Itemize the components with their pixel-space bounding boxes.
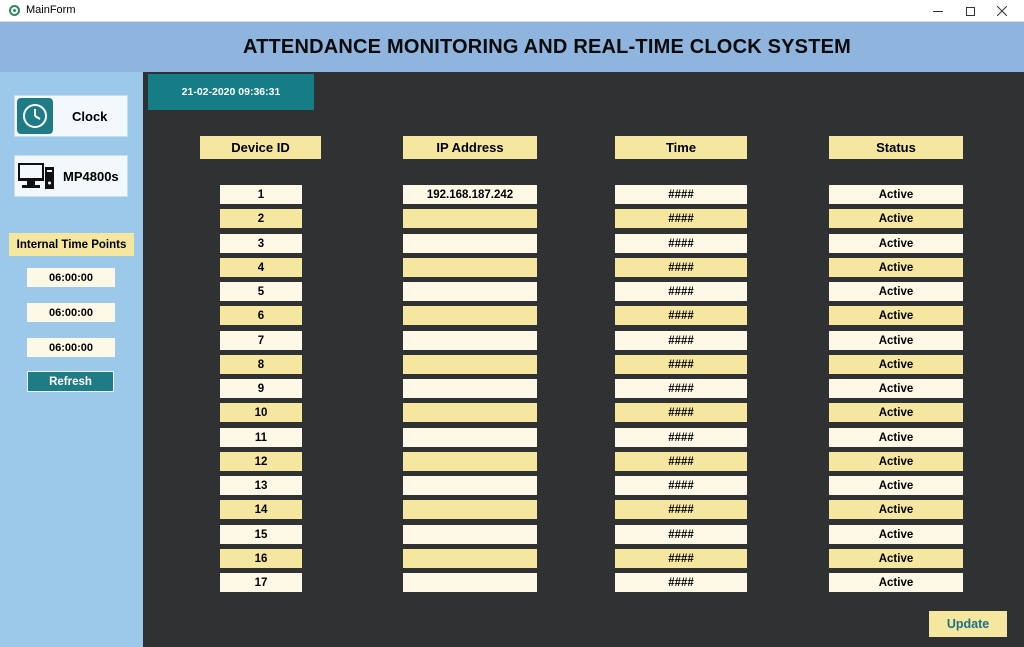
device-id-cell: 12 xyxy=(220,452,302,471)
status-cell: Active xyxy=(829,379,963,398)
refresh-button[interactable]: Refresh xyxy=(27,371,114,392)
computer-icon xyxy=(17,161,55,191)
column-header-ip-address: IP Address xyxy=(403,136,537,159)
status-cell: Active xyxy=(829,549,963,568)
clock-button-label: Clock xyxy=(72,108,108,124)
status-cell: Active xyxy=(829,234,963,253)
minimize-button[interactable] xyxy=(921,0,955,22)
sidebar xyxy=(0,72,143,647)
time-cell: #### xyxy=(615,549,747,568)
time-point-field-3[interactable]: 06:00:00 xyxy=(27,338,115,357)
device-id-cell: 14 xyxy=(220,500,302,519)
time-cell: #### xyxy=(615,428,747,447)
time-point-field-2[interactable]: 06:00:00 xyxy=(27,303,115,322)
device-button-label: MP4800s xyxy=(63,168,119,184)
device-id-cell: 5 xyxy=(220,282,302,301)
device-id-cell: 4 xyxy=(220,258,302,277)
device-id-cell: 7 xyxy=(220,331,302,350)
ip-address-cell[interactable] xyxy=(403,428,537,447)
device-id-cell: 11 xyxy=(220,428,302,447)
ip-address-cell[interactable] xyxy=(403,525,537,544)
header-banner xyxy=(0,22,1024,72)
ip-address-cell[interactable] xyxy=(403,452,537,471)
ip-address-cell[interactable] xyxy=(403,355,537,374)
time-cell: #### xyxy=(615,525,747,544)
ip-address-cell[interactable] xyxy=(403,258,537,277)
internal-time-points-label: Internal Time Points xyxy=(9,233,134,256)
device-id-cell: 3 xyxy=(220,234,302,253)
time-cell: #### xyxy=(615,355,747,374)
time-cell: #### xyxy=(615,403,747,422)
datetime-display: 21-02-2020 09:36:31 xyxy=(148,74,314,110)
device-id-cell: 16 xyxy=(220,549,302,568)
ip-address-cell[interactable]: 192.168.187.242 xyxy=(403,185,537,204)
time-cell: #### xyxy=(615,209,747,228)
column-header-device-id: Device ID xyxy=(200,136,321,159)
window-title: MainForm xyxy=(26,4,76,16)
status-cell: Active xyxy=(829,428,963,447)
time-cell: #### xyxy=(615,500,747,519)
status-cell: Active xyxy=(829,331,963,350)
time-cell: #### xyxy=(615,379,747,398)
ip-address-cell[interactable] xyxy=(403,573,537,592)
close-icon xyxy=(997,6,1007,16)
status-cell: Active xyxy=(829,282,963,301)
status-cell: Active xyxy=(829,355,963,374)
title-bar xyxy=(0,0,1024,22)
status-cell: Active xyxy=(829,476,963,495)
time-cell: #### xyxy=(615,452,747,471)
ip-address-cell[interactable] xyxy=(403,476,537,495)
device-id-cell: 8 xyxy=(220,355,302,374)
status-cell: Active xyxy=(829,500,963,519)
time-cell: #### xyxy=(615,185,747,204)
device-button[interactable] xyxy=(14,155,128,197)
status-cell: Active xyxy=(829,185,963,204)
time-cell: #### xyxy=(615,234,747,253)
ip-address-cell[interactable] xyxy=(403,209,537,228)
device-id-cell: 9 xyxy=(220,379,302,398)
ip-address-cell[interactable] xyxy=(403,306,537,325)
time-cell: #### xyxy=(615,331,747,350)
status-cell: Active xyxy=(829,525,963,544)
status-cell: Active xyxy=(829,209,963,228)
minimize-icon xyxy=(933,11,943,12)
ip-address-cell[interactable] xyxy=(403,500,537,519)
device-id-cell: 6 xyxy=(220,306,302,325)
device-id-cell: 17 xyxy=(220,573,302,592)
time-cell: #### xyxy=(615,306,747,325)
close-button[interactable] xyxy=(985,0,1019,22)
status-cell: Active xyxy=(829,573,963,592)
main-panel xyxy=(143,72,1024,647)
ip-address-cell[interactable] xyxy=(403,331,537,350)
time-cell: #### xyxy=(615,573,747,592)
device-id-cell: 1 xyxy=(220,185,302,204)
clock-button[interactable] xyxy=(14,95,128,137)
clock-icon xyxy=(17,98,53,134)
status-cell: Active xyxy=(829,403,963,422)
device-id-cell: 15 xyxy=(220,525,302,544)
column-header-time: Time xyxy=(615,136,747,159)
time-cell: #### xyxy=(615,258,747,277)
maximize-icon xyxy=(966,7,975,16)
ip-address-cell[interactable] xyxy=(403,282,537,301)
device-id-cell: 13 xyxy=(220,476,302,495)
app-icon xyxy=(9,5,20,16)
status-cell: Active xyxy=(829,452,963,471)
update-button[interactable]: Update xyxy=(929,611,1007,637)
page-title: ATTENDANCE MONITORING AND REAL-TIME CLOCK SYSTEM xyxy=(242,35,852,58)
ip-address-cell[interactable] xyxy=(403,403,537,422)
status-cell: Active xyxy=(829,258,963,277)
ip-address-cell[interactable] xyxy=(403,379,537,398)
device-id-cell: 2 xyxy=(220,209,302,228)
time-cell: #### xyxy=(615,476,747,495)
column-header-status: Status xyxy=(829,136,963,159)
ip-address-cell[interactable] xyxy=(403,234,537,253)
device-id-cell: 10 xyxy=(220,403,302,422)
maximize-button[interactable] xyxy=(953,0,987,22)
time-point-field-1[interactable]: 06:00:00 xyxy=(27,268,115,287)
time-cell: #### xyxy=(615,282,747,301)
status-cell: Active xyxy=(829,306,963,325)
ip-address-cell[interactable] xyxy=(403,549,537,568)
